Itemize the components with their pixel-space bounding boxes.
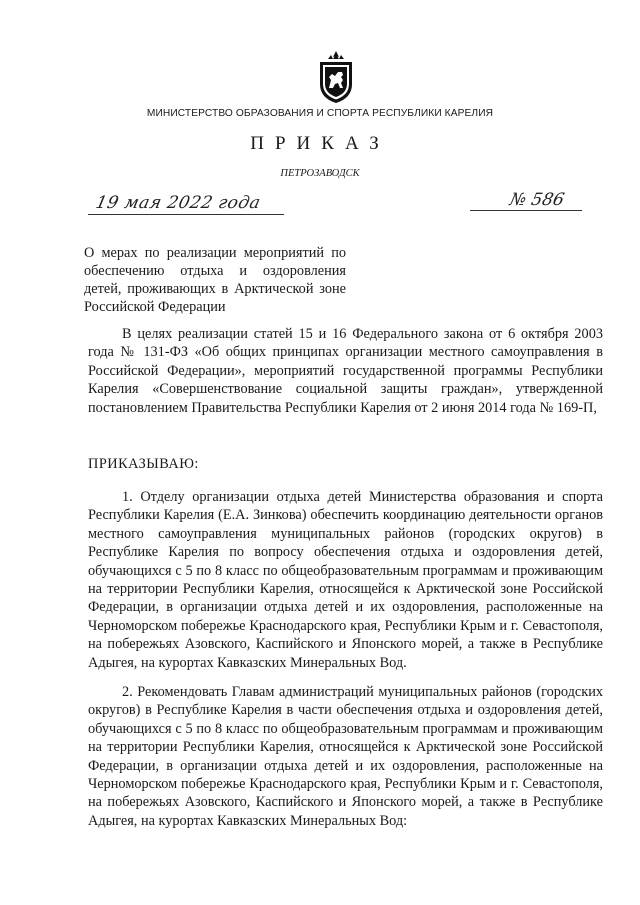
order-item-2: 2. Рекомендовать Главам администраций муниципальных районов (городских округов) в Республике Карелия в части обеспечения отдыха и оздоровления детей, обучающихся с 5 по 8 класс по общеобразовательным программам и проживающим на территории Республики Карелия, относящейся к Арктической зоне Российской Федерации, в организации отдыха детей и их оздоровления, расположенные на Черноморском побережье Краснодарского края, Республики Крым и г. Севастополя, на побережьях Азовского, Каспийского и Японского морей, а также в Республике Адыгея, на курортах Кавказских Минеральных Вод: bbox=[88, 684, 603, 829]
order-subject: О мерах по реализации мероприятий по обеспечению отдыха и оздоровления детей, проживающих в Арктической зоне Российской Федерации bbox=[84, 245, 346, 315]
city-name: ПЕТРОЗАВОДСК bbox=[280, 168, 360, 179]
karelia-coat-of-arms-icon bbox=[316, 50, 356, 104]
number-underline bbox=[470, 210, 582, 211]
decree-heading: ПРИКАЗЫВАЮ: bbox=[88, 456, 199, 472]
ministry-name: МИНИСТЕРСТВО ОБРАЗОВАНИЯ И СПОРТА РЕСПУБЛИКИ КАРЕЛИЯ bbox=[146, 108, 494, 119]
handwritten-date: 19 мая 2022 года bbox=[93, 193, 263, 213]
preamble-paragraph: В целях реализации статей 15 и 16 Федерального закона от 6 октября 2003 года № 131-ФЗ «Об общих принципах организации местного самоуправления в Российской Федерации», мероприятий государственной программы Республики Карелия «Совершенствование социальной защиты граждан», утвержденной постановлением Правительства Республики Карелия от 2 июня 2014 года № 169-П, bbox=[88, 326, 603, 416]
order-item-1: 1. Отделу организации отдыха детей Министерства образования и спорта Республики Карелия (Е.А. Зинкова) обеспечить координацию деятельности органов местного самоуправления муниципальных районов (городских округов) в Республике Карелия по вопросу обеспечения отдыха и оздоровления детей, обучающихся с 5 по 8 класс по общеобразовательным программам и проживающим на территории Республики Карелия, относящейся к Арктической зоне Российской Федерации, в организации отдыха детей и их оздоровления, расположенные на Черноморском побережье Краснодарского края, Республики Крым и г. Севастополя, на побережьях Азовского, Каспийского и Японского морей, а также в Республике Адыгея, на курортах Кавказских Минеральных Вод. bbox=[88, 489, 603, 671]
document-type-title: ПРИКАЗ bbox=[250, 133, 390, 154]
date-underline bbox=[88, 214, 284, 215]
handwritten-number: № 586 bbox=[507, 190, 567, 210]
